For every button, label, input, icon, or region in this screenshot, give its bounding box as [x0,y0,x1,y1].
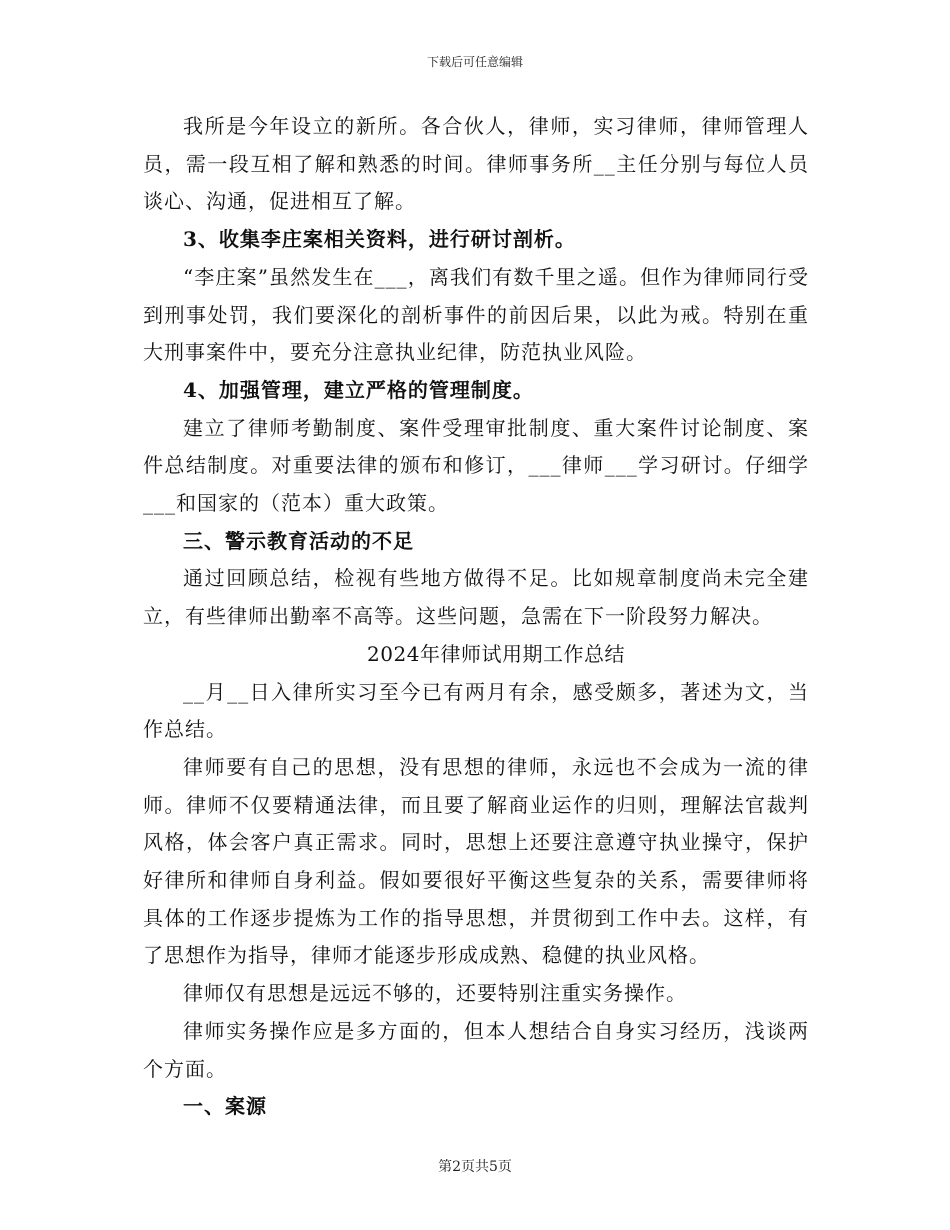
paragraph-shortcomings: 通过回顾总结，检视有些地方做得不足。比如规章制度尚未完全建立，有些律师出勤率不高等。这些问题，急需在下一阶段努力解决。 [143,566,809,629]
paragraph-new-firm: 我所是今年设立的新所。各合伙人，律师，实习律师，律师管理人员，需一段互相了解和熟悉的时间。律师事务所__主任分别与每位人员谈心、沟通，促进相互了解。 [143,114,809,214]
paragraph-lawyer-thinking: 律师要有自己的思想，没有思想的律师，永远也不会成为一流的律师。律师不仅要精通法律，而且要了解商业运作的归则，理解法官裁判风格，体会客户真正需求。同时，思想上还要注意遵守执业操守，保护好律所和律师自身利益。假如要很好平衡这些复杂的关系，需要律师将具体的工作逐步提炼为工作的指导思想，并贯彻到工作中去。这样，有了思想作为指导，律师才能逐步形成成熟、稳健的执业风格。 [143,754,809,968]
heading-case-source: 一、案源 [183,1094,267,1119]
paragraph-internship-intro: __月__日入律所实习至今已有两月有余，感受颇多，著述为文，当作总结。 [143,679,809,742]
paragraph-practical-operation: 律师仅有思想是远远不够的，还要特别注重实务操作。 [183,981,687,1006]
document-body [143,108,809,1126]
heading-li-zhuang-case: 3、收集李庄案相关资料，进行研讨剖析。 [183,227,576,252]
heading-strengthen-management: 4、加强管理，建立严格的管理制度。 [183,377,534,402]
page-header: 下载后可任意编辑 [426,55,523,69]
paragraph-two-aspects: 律师实务操作应是多方面的，但本人想结合自身实习经历，浅谈两个方面。 [143,1018,809,1081]
page-footer: 第2页共5页 [438,1159,512,1175]
heading-shortcomings: 三、警示教育活动的不足 [183,528,414,553]
paragraph-li-zhuang-case: “李庄案”虽然发生在___，离我们有数千里之遥。但作为律师同行受到刑事处罚，我们要深化的剖析事件的前因后果，以此为戒。特别在重大刑事案件中，要充分注意执业纪律，防范执业风险。 [143,264,809,365]
section-title: 2024年律师试用期工作总结 [367,641,625,666]
paragraph-management-system: 建立了律师考勤制度、案件受理审批制度、重大案件讨论制度、案件总结制度。对重要法律的颁布和修订，___律师___学习研讨。仔细学___和国家的（范本）重大政策。 [143,415,809,516]
